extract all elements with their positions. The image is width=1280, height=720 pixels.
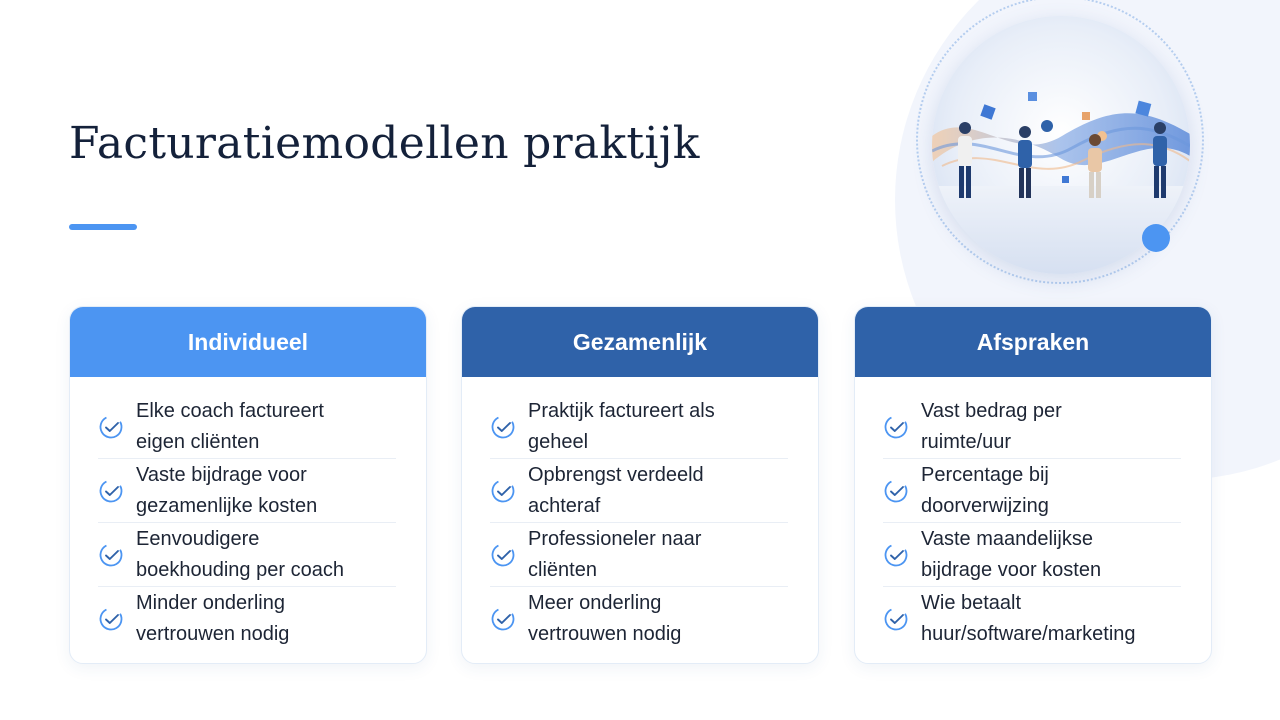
item-line: Praktijk factureert als <box>528 399 715 422</box>
item-line: Wie betaalt <box>921 592 1022 614</box>
item-line: achteraf <box>528 494 601 517</box>
check-circle-icon <box>883 414 909 440</box>
check-circle-icon <box>490 478 516 504</box>
card-list <box>70 377 426 651</box>
check-circle-icon <box>490 606 516 632</box>
card-list <box>462 377 818 651</box>
item-line: vertrouwen nodig <box>136 623 290 645</box>
title-accent-bar <box>69 224 137 230</box>
list-item <box>98 523 396 587</box>
item-line: Elke coach factureert <box>136 399 324 422</box>
check-circle-icon <box>883 606 909 632</box>
card-title: Afspraken <box>855 307 1211 377</box>
item-line: vertrouwen nodig <box>528 623 682 645</box>
item-line: eigen cliënten <box>136 430 260 453</box>
item-line: cliënten <box>528 558 597 581</box>
list-item <box>490 523 788 587</box>
check-circle-icon <box>98 414 124 440</box>
item-line: Opbrengst verdeeld <box>528 463 704 486</box>
card-afspraken <box>854 306 1212 664</box>
card-individueel <box>69 306 427 664</box>
item-line: Professioneler naar <box>528 527 702 550</box>
card-list <box>855 377 1211 651</box>
check-circle-icon <box>98 542 124 568</box>
check-circle-icon <box>98 606 124 632</box>
list-item <box>883 459 1181 523</box>
list-item <box>490 459 788 523</box>
list-item <box>883 395 1181 459</box>
slide-title: Facturatiemodellen praktijk <box>69 118 700 169</box>
item-line: Minder onderling <box>136 592 285 614</box>
card-title: Individueel <box>70 307 426 377</box>
list-item <box>883 523 1181 587</box>
check-circle-icon <box>883 542 909 568</box>
list-item <box>490 395 788 459</box>
hero-illustration <box>912 0 1212 300</box>
item-line: Eenvoudigere <box>136 527 260 550</box>
item-line: Vast bedrag per <box>921 399 1062 422</box>
list-item <box>98 459 396 523</box>
list-item <box>98 395 396 459</box>
card-title: Gezamenlijk <box>462 307 818 377</box>
item-line: Vaste maandelijkse <box>921 527 1093 550</box>
list-item <box>883 587 1181 651</box>
item-line: huur/software/marketing <box>921 623 1136 645</box>
item-line: bijdrage voor kosten <box>921 558 1102 581</box>
item-line: Meer onderling <box>528 592 662 614</box>
item-line: gezamenlijke kosten <box>136 494 318 517</box>
check-circle-icon <box>490 542 516 568</box>
card-gezamenlijk <box>461 306 819 664</box>
item-line: ruimte/uur <box>921 430 1012 453</box>
item-line: boekhouding per coach <box>136 558 344 581</box>
check-circle-icon <box>883 478 909 504</box>
accent-dot <box>1142 224 1170 252</box>
item-line: doorverwijzing <box>921 494 1049 517</box>
list-item <box>98 587 396 651</box>
check-circle-icon <box>98 478 124 504</box>
item-line: Percentage bij <box>921 463 1049 486</box>
list-item <box>490 587 788 651</box>
check-circle-icon <box>490 414 516 440</box>
item-line: Vaste bijdrage voor <box>136 463 307 486</box>
item-line: geheel <box>528 430 589 453</box>
